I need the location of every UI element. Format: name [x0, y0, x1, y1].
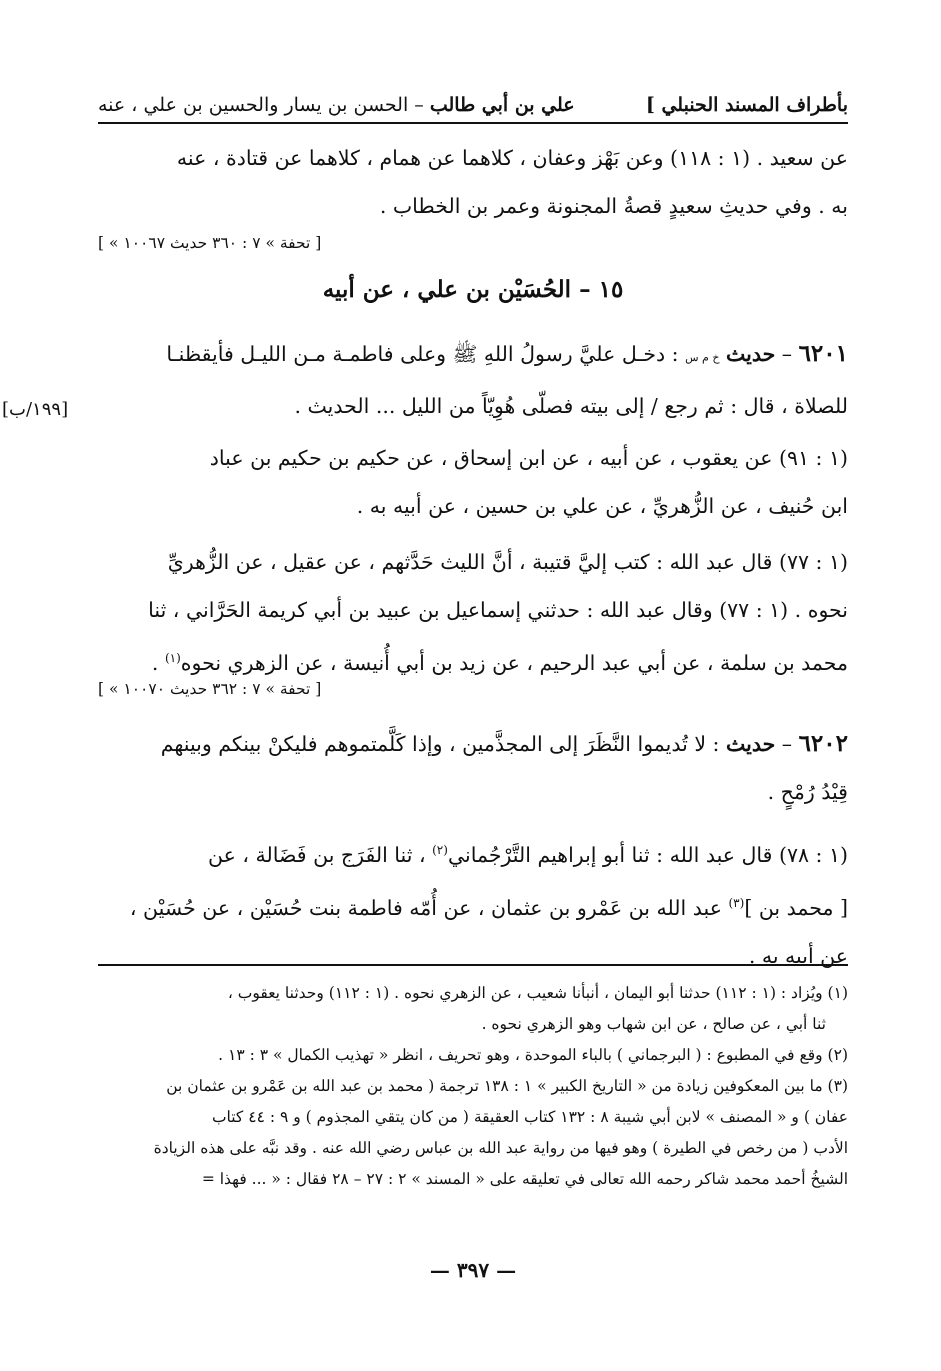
hadith-keyword: حديث	[725, 342, 776, 366]
tuhfa-reference: [ « تحفة » ٧ : ٣٦٠ حديث ١٠٠٦٧ ]	[98, 234, 322, 252]
dash: –	[781, 342, 793, 366]
running-header	[98, 88, 848, 124]
header-book-title: بأطراف المسند الحنبلي ]	[645, 94, 848, 116]
header-chain	[98, 88, 575, 122]
isnad-paragraph	[98, 434, 848, 530]
hadith-matn-line	[98, 330, 848, 382]
hadith-matn-line: للصلاة ، قال : ثم رجع / إلى بيته فصلّى هُوِيّاً من الليل ... الحديث .	[294, 394, 848, 418]
tuhfa-reference: [ « تحفة » ٧ : ٣٦٢ حديث ١٠٠٧٠ ]	[98, 680, 322, 698]
hadith-keyword: حديث	[725, 732, 776, 756]
footnote-rule	[98, 964, 848, 966]
isnad-text: ، ثنا الفَرَج بن فَضَالة ، عن	[208, 842, 426, 867]
hadith-matn-line	[98, 720, 848, 768]
footnotes	[98, 978, 848, 1195]
hadith-number: ٦٢٠٢	[798, 730, 848, 757]
intro-line: عن سعيد . (١ : ١١٨) وعن بَهْز وعفان ، كلاهما عن همام ، كلاهما عن قتادة ، عنه	[176, 146, 848, 170]
isnad-paragraph	[98, 826, 848, 980]
isnad-paragraph	[98, 538, 848, 687]
hadith-6202	[98, 720, 848, 816]
hadith-number: ٦٢٠١	[798, 340, 848, 367]
dash: –	[781, 732, 793, 756]
manuscript-folio-marker: [١٩٩/ب]	[2, 399, 69, 420]
isnad-end: .	[151, 650, 165, 675]
hadith-text: : دخـل عليَّ رسولُ اللهِ ﷺ وعلى فاطمـة مـن الليـل فأيقظنـا	[166, 342, 679, 366]
hadith-6201	[2, 330, 848, 430]
footnote-marker: (١)	[164, 651, 181, 665]
isnad-line: (١ : ٧٧) قال عبد الله : كتب إليَّ قتيبة ، أنَّ الليث حَدَّثهم ، عن عقيل ، عن الزُّهريِّ	[167, 550, 848, 574]
isnad-text: عبد الله بن عَمْرو بن عثمان ، عن أُمّه فاطمة بنت حُسَيْن ، عن حُسَيْن ،	[129, 895, 722, 920]
footnote-line: ثنا أبي ، عن صالح ، عن ابن شهاب وهو الزهري نحوه .	[481, 1015, 826, 1033]
footnote-line: (١) ويُزاد : (١ : ١١٢) حدثنا أبو اليمان ، أنبأنا شعيب ، عن الزهري نحوه . (١ : ١١٢) وحدثنا يعقوب ،	[227, 984, 848, 1002]
section-title: ١٥ – الحُسَيْن بن علي ، عن أبيه	[322, 276, 624, 303]
footnote-line: (٣) ما بين المعكوفين زيادة من « التاريخ الكبير » ١ : ١٣٨ ترجمة ( محمد بن عبد الله بن عَمْرو بن عثمان بن	[166, 1077, 848, 1095]
footnote-line: (٢) وقع في المطبوع : ( البرجماني ) بالباء الموحدة ، وهو تحريف ، انظر « تهذيب الكمال » ٣ : ١٣ .	[218, 1046, 848, 1064]
isnad-text: (١ : ٧٨) قال عبد الله : ثنا أبو إبراهيم التَّرْجُماني	[447, 842, 848, 867]
intro-line: به . وفي حديثِ سعيدٍ قصةُ المجنونة وعمر بن الخطاب .	[379, 194, 848, 218]
header-musnad: علي بن أبي طالب	[429, 94, 575, 116]
isnad-line	[98, 826, 848, 879]
isnad-line: عن أبيه به .	[748, 943, 848, 968]
isnad-line: (١ : ٩١) عن يعقوب ، عن أبيه ، عن ابن إسحاق ، عن حكيم بن حكيم بن عباد	[209, 446, 848, 470]
footnote-line: الأدب ( من رخص في الطيرة ) وهو فيها من رواية عبد الله بن عباس رضي الله عنه . وقد نبَّه على هذه الزيادة	[153, 1139, 848, 1157]
isnad-line	[98, 879, 848, 932]
hadith-matn-line: قِيْدُ رُمْحٍ .	[767, 780, 848, 804]
isnad-line: ابن حُنيف ، عن الزُّهريِّ ، عن علي بن حسين ، عن أبيه به .	[356, 494, 848, 518]
isnad-text: محمد بن سلمة ، عن أبي عبد الرحيم ، عن زيد بن أبي أُنيسة ، عن الزهري نحوه	[180, 650, 848, 675]
book-page	[2, 80, 848, 1350]
header-chain-text: – الحسن بن يسار والحسين بن علي ، عنه	[98, 94, 424, 116]
footnote-line: عفان ) و « المصنف » لابن أبي شيبة ٨ : ١٣٢ كتاب العقيقة ( من كان يتقي المجذوم ) و ٩ : ٤٤ كتاب	[211, 1108, 848, 1126]
footnote-line: الشيخُ أحمد محمد شاكر رحمه الله تعالى في تعليقه على « المسند » ٢ : ٢٧ – ٢٨ فقال : « ... فهذا =	[201, 1170, 848, 1188]
source-codes: خ م س	[685, 351, 720, 364]
footnote-marker: (٣)	[728, 895, 745, 910]
intro-paragraph	[98, 134, 848, 230]
hadith-text: : لا تُديموا النَّظَرَ إلى المجذَّمين ، وإذا كَلَّمتموهم فليكنْ بينكم وبينهم	[160, 732, 720, 756]
footnote-marker: (٢)	[432, 843, 448, 857]
page-number: — ٣٩٧ —	[429, 1258, 517, 1282]
isnad-text: [ محمد بن ]	[744, 895, 848, 920]
isnad-line: نحوه . (١ : ٧٧) وقال عبد الله : حدثني إسماعيل بن عبيد بن أبي كريمة الحَرَّاني ، ثنا	[148, 598, 848, 622]
